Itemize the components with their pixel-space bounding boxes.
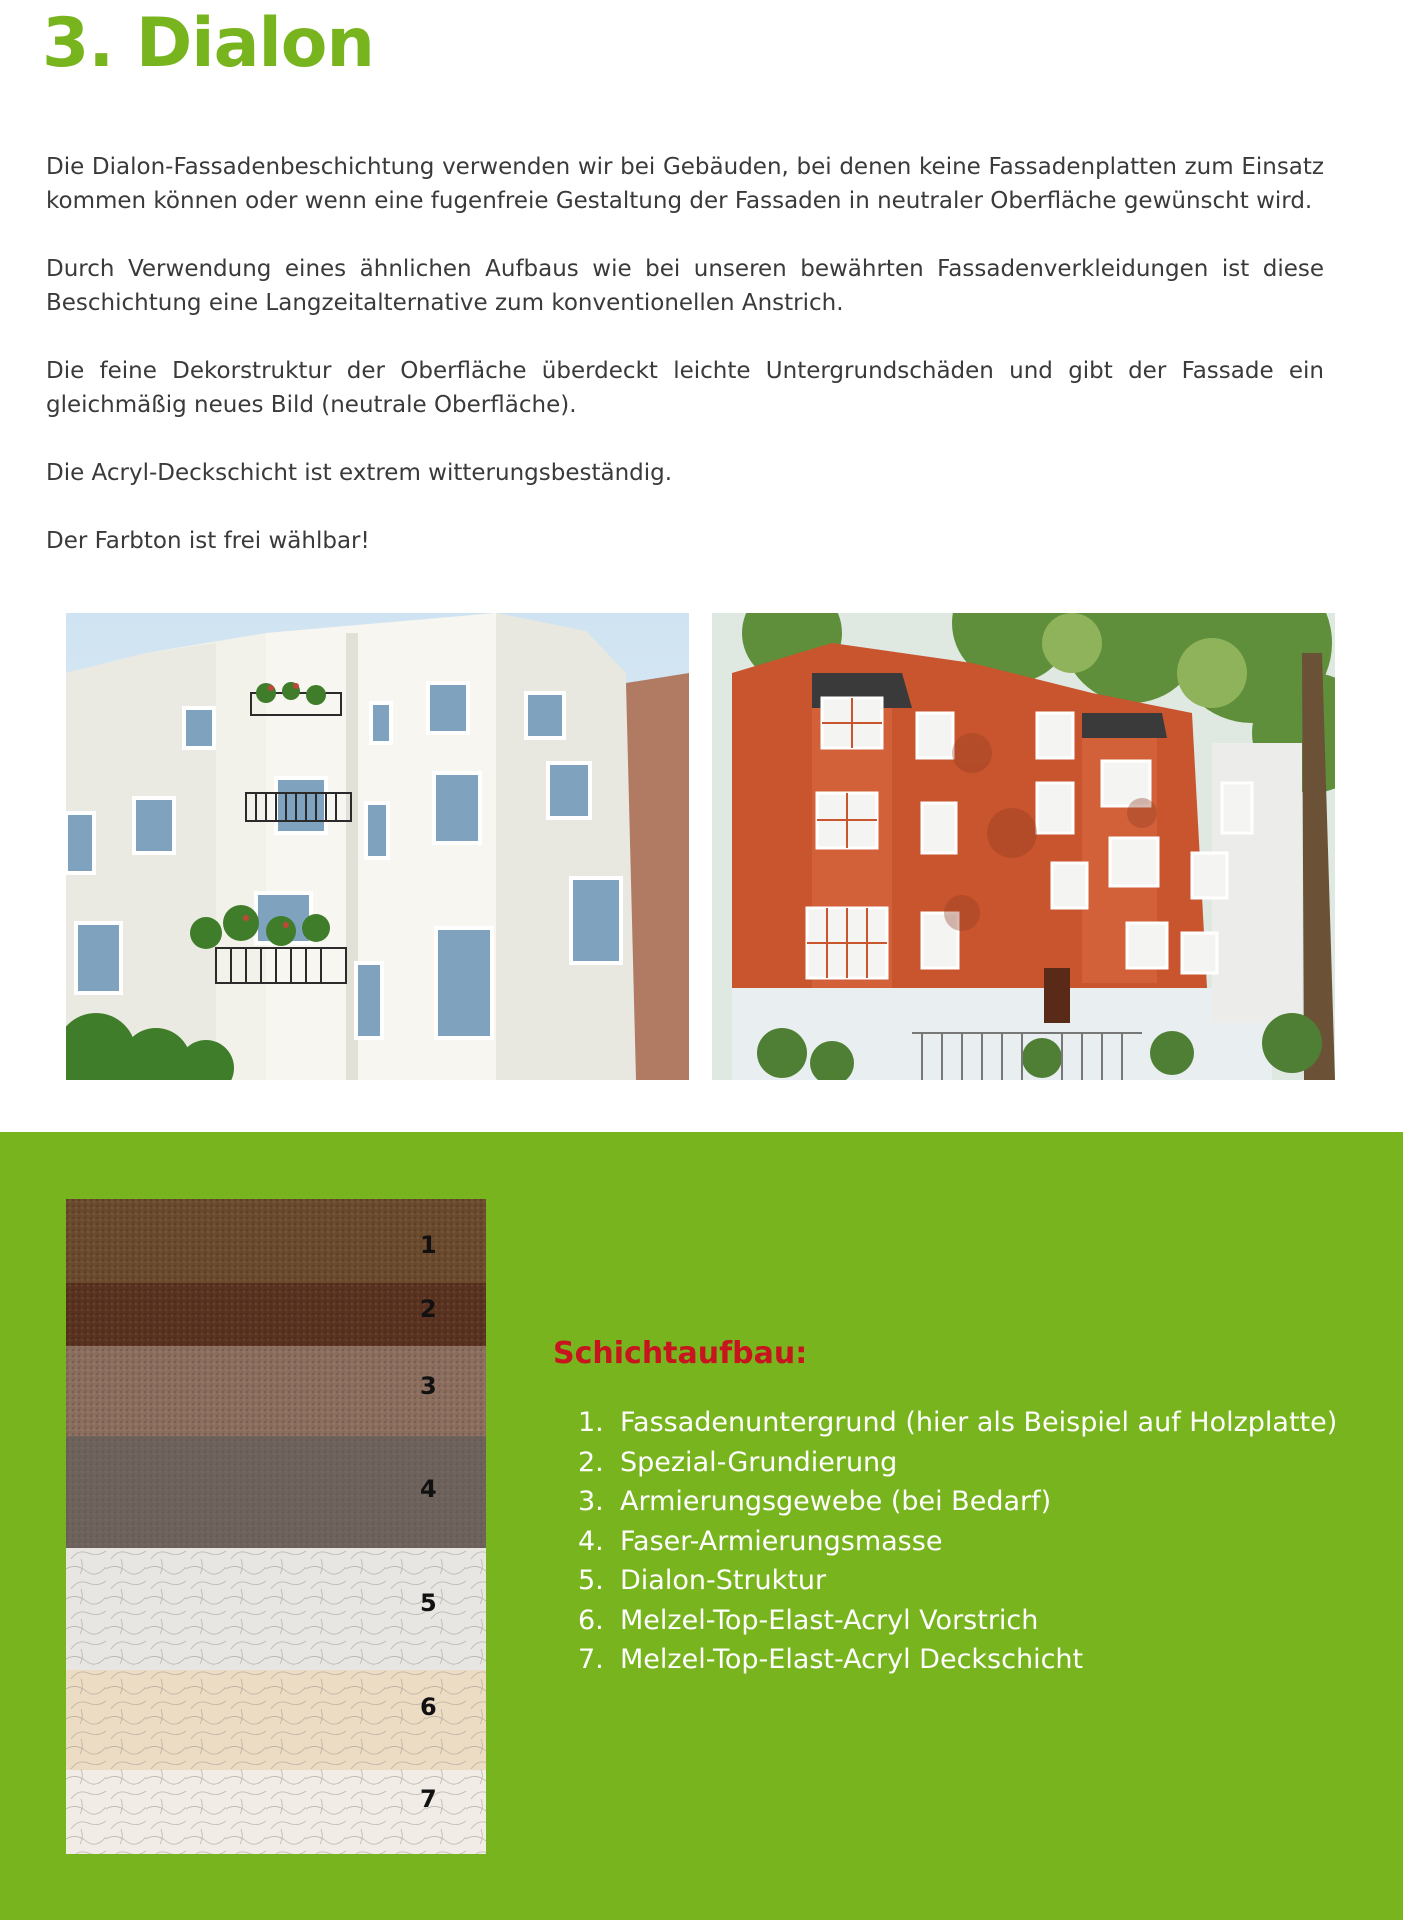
list-item-text: Fassadenuntergrund (hier als Beispiel auf Holzplatte) — [620, 1407, 1338, 1438]
list-item-text: Melzel-Top-Elast-Acryl Deckschicht — [620, 1644, 1084, 1675]
layer-label: 3 — [420, 1372, 437, 1400]
list-item-text: Armierungsgewebe (bei Bedarf) — [620, 1486, 1052, 1517]
layer-label: 7 — [420, 1785, 437, 1813]
list-item-number: 2. — [578, 1446, 604, 1478]
photo-red-facade — [712, 613, 1335, 1080]
intro-paragraph-3: Die feine Dekorstruktur der Oberfläche überdeckt leichte Untergrundschäden und gibt der Fassade ein gleichmäßig neues Bild (neutrale Oberfläche). — [46, 358, 1324, 418]
list-item — [578, 1403, 1337, 1443]
list-item — [578, 1482, 1337, 1522]
list-item-number: 6. — [578, 1604, 604, 1636]
list-item-number: 3. — [578, 1486, 604, 1517]
intro-paragraph-2: Durch Verwendung eines ähnlichen Aufbaus wie bei unseren bewährten Fassadenverkleidungen ist diese Beschichtung eine Langzeitalternative zum konventionellen Anstrich. — [46, 256, 1324, 316]
list-item-number: 4. — [578, 1525, 604, 1557]
list-item — [578, 1522, 1337, 1562]
layer-sample-photo — [66, 1199, 486, 1854]
layer-label: 1 — [420, 1231, 437, 1259]
schichtaufbau-heading: Schichtaufbau: — [553, 1336, 808, 1371]
layer-label: 5 — [420, 1589, 437, 1617]
list-item-text: Melzel-Top-Elast-Acryl Vorstrich — [620, 1604, 1039, 1636]
list-item-number: 7. — [578, 1644, 604, 1675]
intro-text — [46, 150, 1324, 592]
intro-paragraph-4: Die Acryl-Deckschicht ist extrem witterungsbeständig. — [46, 460, 673, 486]
list-item — [578, 1561, 1337, 1601]
list-item-number: 5. — [578, 1565, 604, 1596]
layer-label: 2 — [420, 1295, 437, 1323]
schichtaufbau-list — [578, 1403, 1337, 1680]
list-item — [578, 1640, 1337, 1680]
list-item-text: Dialon-Struktur — [620, 1565, 827, 1596]
list-item-text: Spezial-Grundierung — [620, 1446, 898, 1478]
list-item — [578, 1443, 1337, 1483]
intro-paragraph-1: Die Dialon-Fassadenbeschichtung verwenden wir bei Gebäuden, bei denen keine Fassadenplatten zum Einsatz kommen können oder wenn eine fugenfreie Gestaltung der Fassaden in neutraler Oberfläche gewünscht wird. — [46, 154, 1324, 214]
intro-paragraph-5: Der Farbton ist frei wählbar! — [46, 528, 370, 554]
photo-white-facade — [66, 613, 689, 1080]
list-item-text: Faser-Armierungsmasse — [620, 1525, 943, 1557]
layer-label: 4 — [420, 1475, 437, 1503]
list-item — [578, 1601, 1337, 1641]
layer-label: 6 — [420, 1693, 437, 1721]
page-title: 3. Dialon — [42, 4, 374, 83]
list-item-number: 1. — [578, 1407, 604, 1438]
